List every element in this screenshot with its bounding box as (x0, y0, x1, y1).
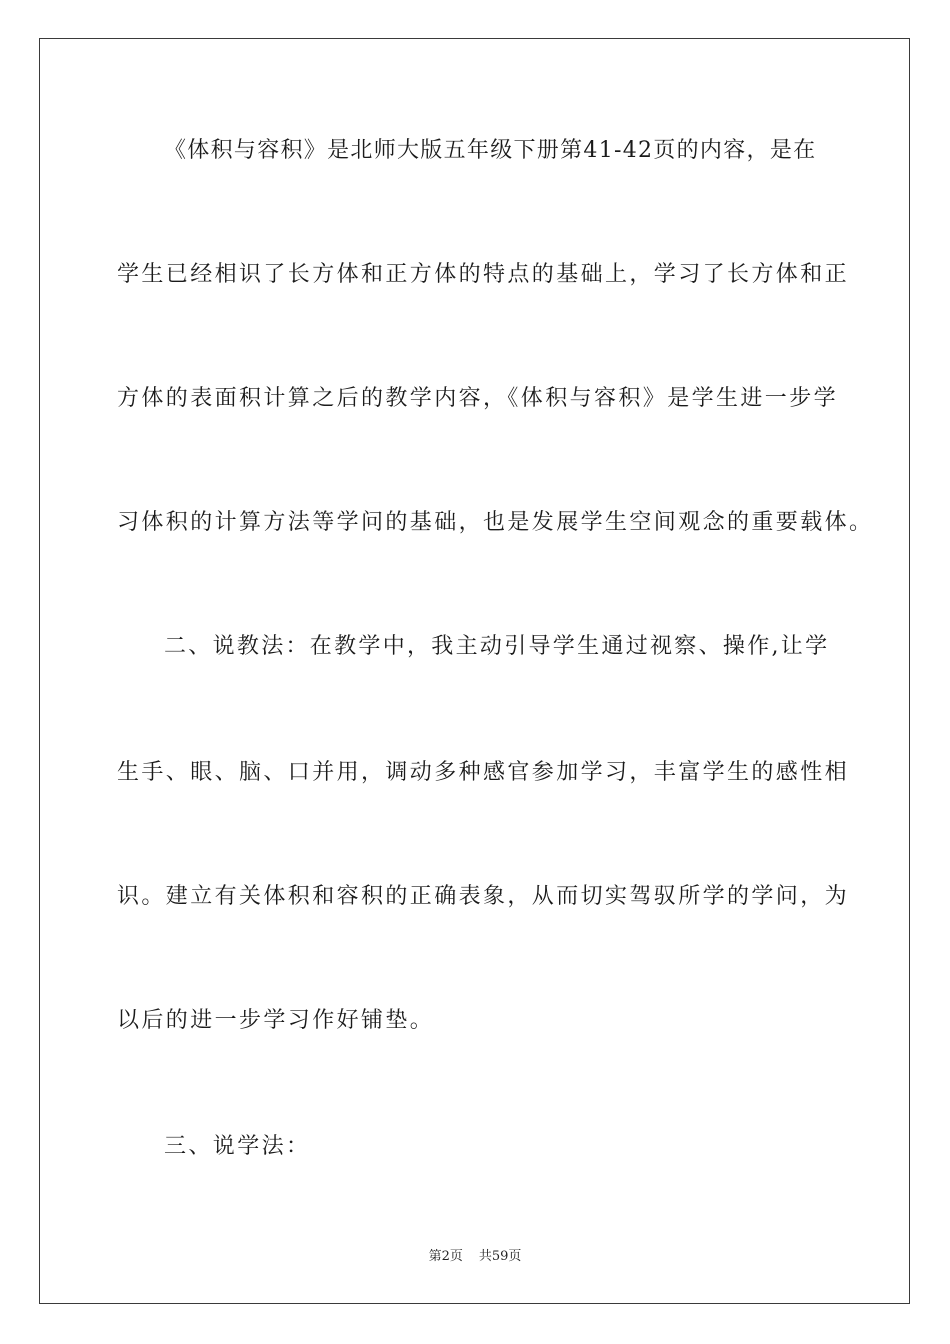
paragraph-line: 以后的进一步学习作好铺垫。 (117, 1008, 435, 1033)
section-heading-learning-method: 三、说学法： (164, 1134, 311, 1159)
paragraph-line: 方体的表面积计算之后的教学内容，《体积与容积》是学生进一步学 (117, 386, 839, 411)
paragraph-line: 识。建立有关体积和容积的正确表象，从而切实驾驭所学的学问，为 (117, 884, 850, 909)
page-border (39, 38, 910, 1304)
paragraph-line: 学生已经相识了长方体和正方体的特点的基础上，学习了长方体和正 (117, 262, 850, 287)
paragraph-line: 习体积的计算方法等学问的基础，也是发展学生空间观念的重要载体。 (117, 510, 874, 535)
page-total: 共59页 (478, 1249, 522, 1264)
section-heading-teaching-method: 二、说教法：在教学中，我主动引导学生通过视察、操作,让学 (164, 634, 830, 659)
paragraph-line: 《体积与容积》是北师大版五年级下册第41-42页的内容，是在 (164, 138, 817, 163)
page-footer (0, 1248, 950, 1266)
paragraph-line: 生手、眼、脑、口并用，调动多种感官参加学习，丰富学生的感性相 (117, 760, 850, 785)
page-number: 第2页 (428, 1249, 463, 1264)
